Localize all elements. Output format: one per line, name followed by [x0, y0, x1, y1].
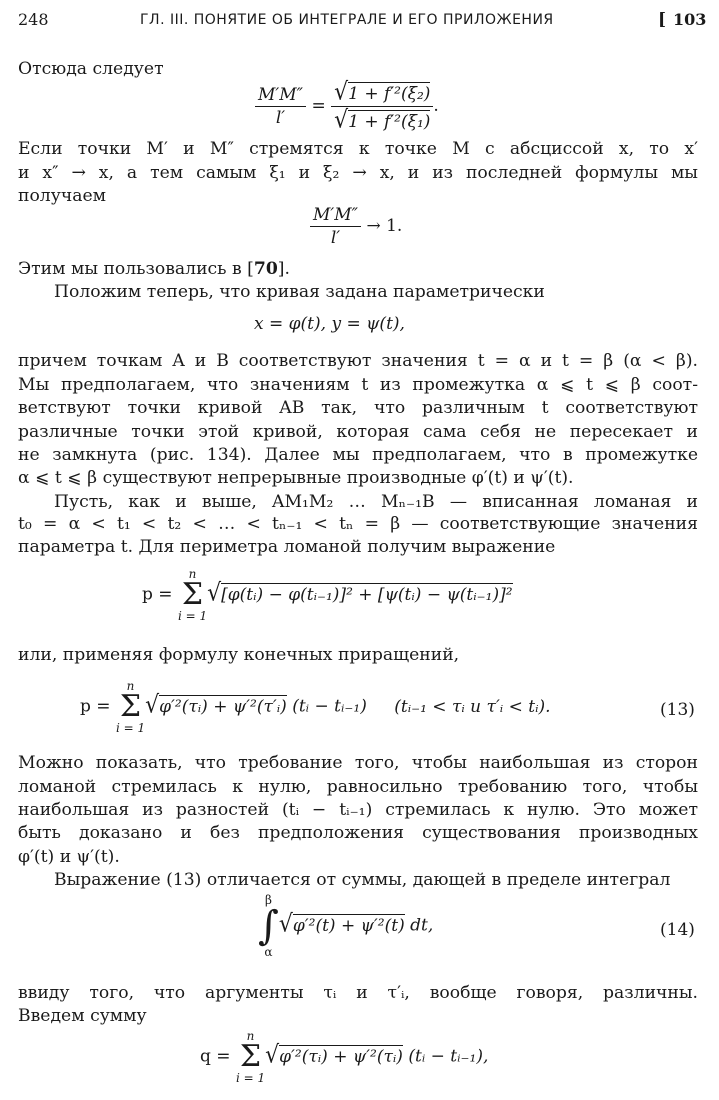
section-reference: 70: [253, 259, 278, 279]
sum-lower-limit: i = 1: [235, 1071, 266, 1085]
text-line: Отсюда следует: [18, 59, 164, 79]
equation-condition: (tᵢ₋₁ < τᵢ и τ′ᵢ < tᵢ).: [394, 696, 551, 717]
text-line: α ⩽ t ⩽ β существуют непрерывные производные φ′(t) и ψ′(t).: [18, 468, 574, 488]
header-separator: [: [658, 10, 667, 30]
equation-sum-q: [200, 1030, 488, 1084]
equation-differential: dt,: [410, 915, 434, 936]
equation-factor: (tᵢ − tᵢ₋₁),: [408, 1046, 489, 1067]
sum-lower-limit: i = 1: [115, 721, 146, 735]
radical-sign: √: [278, 910, 293, 938]
equation-punctuation: .: [433, 96, 439, 116]
page-number: 248: [18, 10, 49, 29]
text-line: наибольшая из разностей (tᵢ − tᵢ₋₁) стремилась к нулю. Это может: [18, 800, 698, 820]
equation-number: (14): [660, 920, 695, 940]
sum-upper-limit: n: [188, 567, 197, 581]
section-number: 103: [673, 10, 707, 29]
radicand: [φ(tᵢ) − φ(tᵢ₋₁)]² + [ψ(tᵢ) − ψ(tᵢ₋₁)]²: [221, 584, 513, 605]
text-line: Выражение (13) отличается от суммы, дающей в пределе интеграл: [54, 870, 671, 890]
radical-sign: √: [145, 691, 160, 719]
equation-parametric: x = φ(t), y = ψ(t),: [254, 314, 405, 334]
text-line: параметра t. Для периметра ломаной получим выражение: [18, 537, 556, 557]
text-line: φ′(t) и ψ′(t).: [18, 847, 120, 867]
equation-perimeter: [142, 568, 513, 622]
text-line: ветствуют точки кривой AB так, что различным t соответствуют: [18, 398, 698, 418]
text-line: ввиду того, что аргументы τᵢ и τ′ᵢ, вообще говоря, различны.: [18, 983, 698, 1003]
equation-lhs: q =: [200, 1046, 231, 1067]
fraction-numerator: M′M″: [255, 85, 306, 107]
summation: n Σ i = 1: [177, 567, 208, 623]
text-line: [18, 258, 698, 281]
text-line: Мы предполагаем, что значениям t из промежутка α ⩽ t ⩽ β соот-: [18, 375, 698, 395]
sum-upper-limit: n: [126, 679, 135, 693]
text-line: или, применяя формулу конечных приращений,: [18, 645, 460, 665]
summation: n Σ i = 1: [235, 1029, 266, 1085]
text-line: быть доказано и без предположения существования производных: [18, 823, 698, 843]
running-header: ГЛ. III. ПОНЯТИЕ ОБ ИНТЕГРАЛЕ И ЕГО ПРИЛОЖЕНИЯ: [140, 12, 554, 28]
equation-ratio-limit: $\frac{M'M''}{l'}$ = $\frac{\text{√1 + f′²(ξ₂)}}{\text{√1 + f′²(ξ₁)}}$ .: [255, 80, 439, 133]
text-line: Положим теперь, что кривая задана параметрически: [54, 282, 545, 302]
integral-upper-limit: β: [264, 893, 272, 907]
radicand: 1 + f′²(ξ₂): [348, 84, 431, 104]
sum-lower-limit: i = 1: [177, 609, 208, 623]
equation-ratio-to-one: [310, 205, 402, 248]
equation-rhs: → 1.: [366, 216, 403, 236]
radicand: 1 + f′²(ξ₁): [348, 112, 431, 132]
text-line: причем точкам A и B соответствуют значения t = α и t = β (α < β).: [18, 351, 698, 371]
equation-number: (13): [660, 700, 695, 720]
integral-sign: β ∫ α: [258, 893, 279, 959]
radical-sign: √: [334, 78, 349, 107]
text-line: и x″ → x, а тем самым ξ₁ и ξ₂ → x, и из последней формулы мы: [18, 163, 698, 183]
text-line: Пусть, как и выше, AM₁M₂ … Mₙ₋₁B — вписанная ломаная и: [54, 492, 698, 512]
text-line: t₀ = α < t₁ < t₂ < … < tₙ₋₁ < tₙ = β — соответствующие значения: [18, 514, 698, 534]
fraction-denominator: l′: [330, 228, 341, 248]
equation-factor: (tᵢ − tᵢ₋₁): [292, 696, 367, 717]
radicand: φ′²(τᵢ) + ψ′²(τᵢ): [279, 1046, 403, 1067]
text-fragment: Этим мы пользовались в [: [18, 259, 254, 279]
sum-upper-limit: n: [246, 1029, 255, 1043]
text-line: не замкнута (рис. 134). Далее мы предполагаем, что в промежутке: [18, 445, 698, 465]
text-line: Введем сумму: [18, 1006, 147, 1026]
radicand: φ′²(t) + ψ′²(t): [292, 915, 405, 936]
fraction-denominator: l′: [275, 108, 286, 128]
radicand: φ′²(τᵢ) + ψ′²(τ′ᵢ): [159, 696, 287, 717]
equation-lhs: p =: [80, 696, 111, 717]
text-line: Можно показать, что требование того, чтобы наибольшая из сторон: [18, 753, 698, 773]
text-line: ломаной стремилась к нулю, равносильно требованию того, чтобы: [18, 777, 698, 797]
equation-perimeter-mvt: [80, 680, 551, 734]
summation: n Σ i = 1: [115, 679, 146, 735]
text-line: Если точки M′ и M″ стремятся к точке M с абсциссой x, то x′: [18, 139, 698, 159]
text-line: получаем: [18, 186, 106, 206]
radical-sign: √: [334, 106, 349, 135]
radical-sign: √: [207, 579, 222, 607]
text-line: различные точки этой кривой, которая сама себя не пересекает и: [18, 422, 698, 442]
text-fragment: ].: [277, 259, 290, 279]
integral-lower-limit: α: [264, 945, 273, 959]
equation-lhs: p =: [142, 584, 173, 605]
radical-sign: √: [265, 1041, 280, 1069]
fraction-numerator: M′M″: [310, 205, 361, 227]
equation-arc-length-integral: [258, 894, 433, 958]
